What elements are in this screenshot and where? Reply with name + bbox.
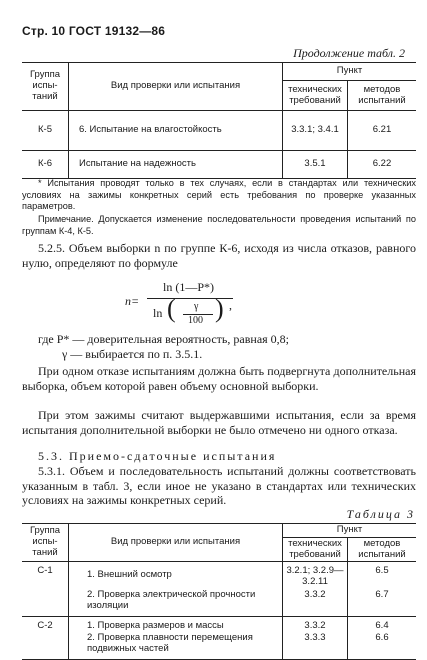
footnote: * Испытания проводят только в тех случаях, если в стандартах или технических условиях на зажимы конкретных серий есть требования по проверке указанных параметров. [22, 178, 416, 211]
col-header-tech: технических требований [283, 538, 348, 562]
col-header-type: Вид проверки или испытания [69, 524, 283, 562]
formula-den-den: 100 [188, 315, 203, 326]
table-3-caption: Таблица 3 [346, 507, 415, 521]
table-3 [22, 523, 416, 660]
col-header-tech: технических требований [283, 81, 348, 111]
table-row: С-2 1. Проверка размеров и массы 3.3.2 6.4 [22, 616, 416, 633]
paragraph-pass: При этом зажимы считают выдержавшими испытания, если за время испытания дополнительной выборки не было отмечено ни одного отказа. [22, 408, 416, 437]
formula-den-num: γ [194, 301, 199, 312]
table-row: К-6 Испытание на надежность 3.5.1 6.22 [22, 151, 416, 179]
col-header-group: Группа испы-таний [22, 63, 69, 111]
col-header-item: Пункт [283, 524, 417, 538]
page-header: Стр. 10 ГОСТ 19132—86 [22, 24, 166, 38]
paragraph-failure: При одном отказе испытаниям должна быть подвергнута дополнительная выборка, объем которой равен объему основной выборки. [22, 364, 416, 393]
formula-numerator: ln (1—P*) [163, 280, 214, 294]
where-line-2: γ — выбирается по п. 3.5.1. [62, 347, 203, 361]
col-header-type: Вид проверки или испытания [69, 63, 283, 111]
table-2 [22, 62, 416, 179]
paragraph-5-3-1: 5.3.1. Объем и последовательность испытаний должны соответствовать указанным в табл. 3, если иное не указано в стандартах или технических условиях на зажимы конкретных серий. [22, 464, 416, 507]
paragraph-5-2-5: 5.2.5. Объем выборки n по группе К-6, исходя из числа отказов, равного нулю, определяют по формуле [22, 241, 416, 270]
table-row: С-1 1. Внешний осмотр 3.2.1; 3.2.9—3.2.11 6.5 [22, 562, 416, 588]
formula-comma: , [229, 298, 232, 312]
table-continuation-label: Продолжение табл. 2 [293, 46, 405, 60]
table-row: 2. Проверка электрической прочности изоляции 3.3.2 6.7 [22, 588, 416, 616]
table-row: 2. Проверка плавности перемещения подвижных частей 3.3.3 6.6 [22, 633, 416, 659]
formula-paren-left: ( [167, 294, 176, 323]
formula-den-ln: ln [153, 306, 163, 320]
table-row: К-5 6. Испытание на влагостойкость 3.3.1; 3.4.1 6.21 [22, 111, 416, 151]
col-header-item: Пункт [283, 63, 417, 81]
formula-paren-right: ) [215, 294, 224, 323]
col-header-group: Группа испы-таний [22, 524, 69, 562]
col-header-methods: методов испытаний [348, 538, 417, 562]
note: Примечание. Допускается изменение последовательности проведения испытаний по группам К-4, К-5. [22, 214, 416, 236]
col-header-methods: методов испытаний [348, 81, 417, 111]
formula [115, 280, 315, 328]
where-line-1: где P* — доверительная вероятность, равная 0,8; [38, 332, 289, 346]
formula-lhs: n= [125, 294, 140, 308]
section-5-3: 5.3. Приемо-сдаточные испытания [38, 449, 277, 463]
